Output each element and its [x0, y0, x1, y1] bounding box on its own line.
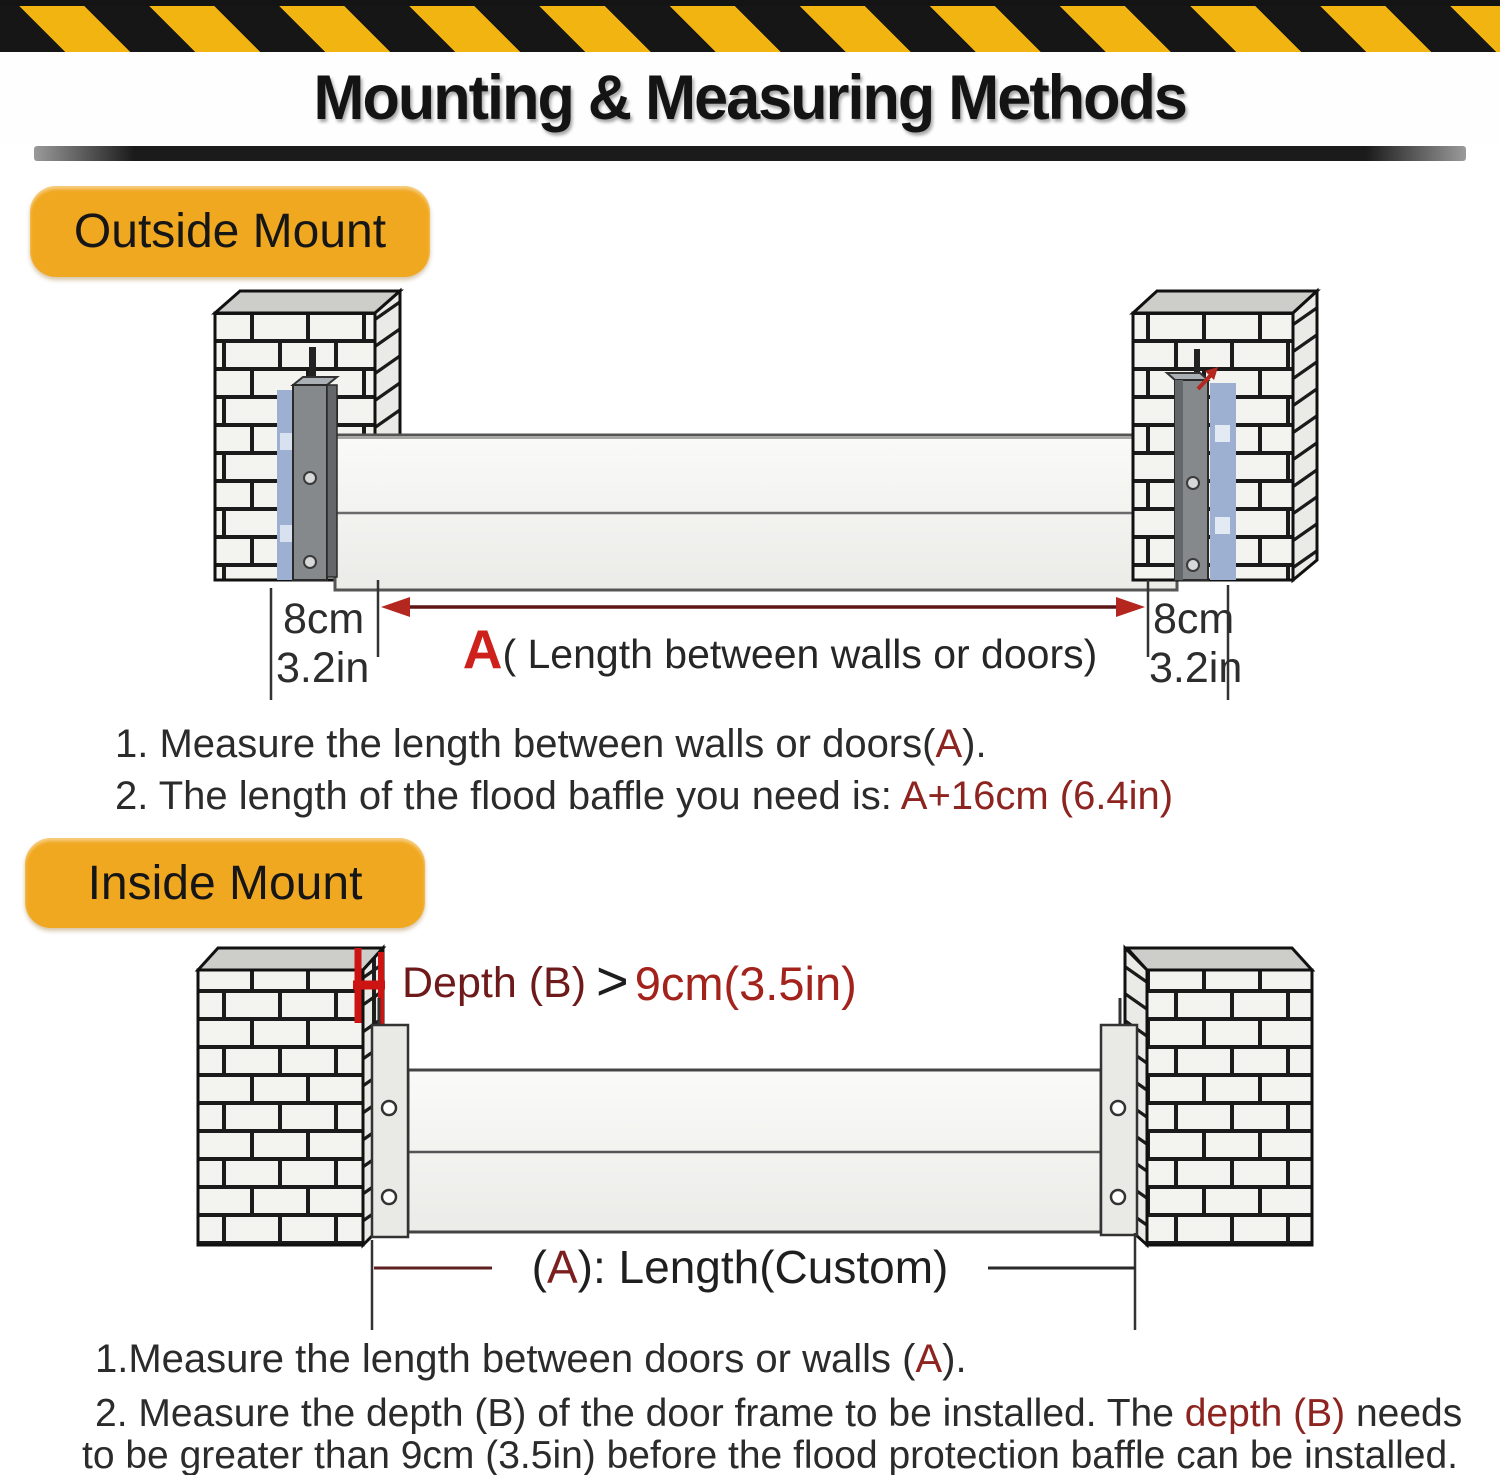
depth-b-label: Depth (B) > 9cm(3.5in) — [402, 949, 857, 1012]
outside-right-offset-in: 3.2in — [1149, 644, 1243, 692]
outside-step-1: 1. Measure the length between walls or doors(A). — [115, 722, 987, 766]
length-a-symbol-inside: A — [546, 1241, 578, 1293]
outside-mount-badge — [30, 186, 430, 277]
outside-left-offset-cm: 8cm — [283, 595, 365, 643]
outside-right-offset-cm: 8cm — [1153, 595, 1235, 643]
header-divider-bar — [34, 146, 1466, 161]
inside-length-label: (A): Length(Custom) — [531, 1241, 949, 1293]
page-title: Mounting & Measuring Methods — [313, 63, 1187, 133]
caution-tape-stripe — [0, 0, 1500, 52]
title-band — [0, 52, 1500, 144]
greater-than-symbol: > — [596, 949, 629, 1012]
outside-step-2: 2. The length of the flood baffle you need is: A+16cm (6.4in) — [115, 774, 1174, 818]
inside-left-bracket — [372, 998, 408, 1237]
outside-left-offset-in: 3.2in — [276, 644, 370, 692]
outside-right-bracket — [1167, 349, 1236, 580]
outside-length-label: A ( Length between walls or doors) — [462, 618, 1098, 680]
inside-right-bracket — [1101, 998, 1137, 1235]
inside-mount-badge — [25, 838, 425, 928]
inside-step-2: 2. Measure the depth (B) of the door frame to be installed. The depth (B) needs — [95, 1392, 1463, 1435]
inside-step-1: 1.Measure the length between doors or walls (A). — [95, 1337, 967, 1381]
flood-barrier-panel — [335, 435, 1177, 590]
outside-mount-badge-label: Outside Mount — [73, 205, 387, 258]
length-a-arrow — [381, 597, 1145, 617]
inside-flood-barrier-panel — [408, 1070, 1101, 1232]
inside-mount-badge-label: Inside Mount — [87, 856, 363, 910]
inside-right-pillar — [1125, 948, 1312, 1245]
inside-step-2-line-2: to be greater than 9cm (3.5in) before the flood protection baffle can be installed. — [82, 1434, 1458, 1475]
length-a-symbol: A — [462, 618, 503, 680]
